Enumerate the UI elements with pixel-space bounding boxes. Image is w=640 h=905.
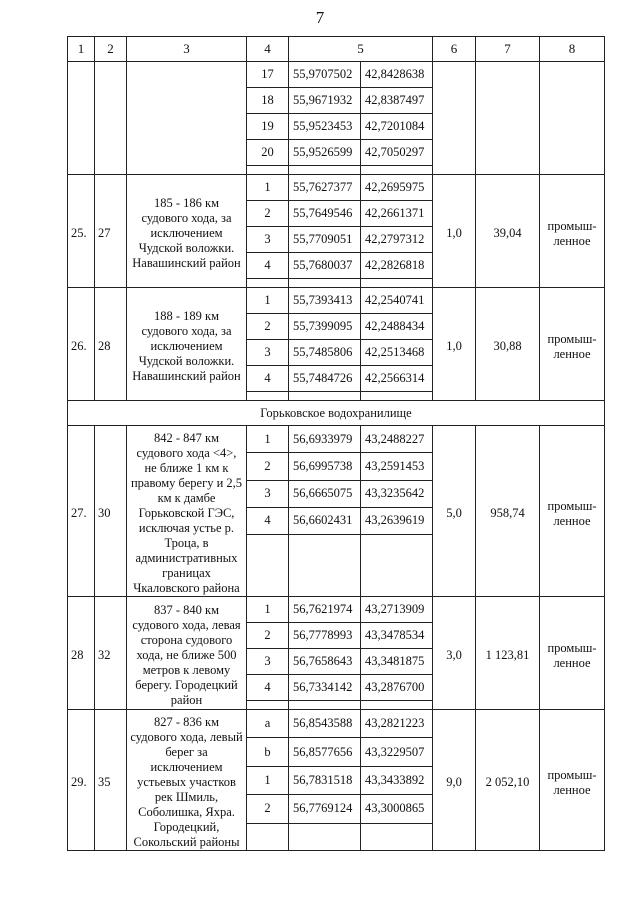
latitude-cell: 55,7649546: [289, 201, 361, 227]
filler-latitude-cell: [289, 823, 361, 850]
longitude-cell: 42,8387497: [361, 88, 433, 114]
filler-longitude-cell: [361, 701, 433, 710]
purpose-cell: промыш-ленное: [540, 710, 605, 851]
zone-number-cell: 28: [95, 288, 127, 401]
point-number-cell: 3: [247, 649, 289, 675]
longitude-cell: 42,7050297: [361, 140, 433, 166]
filler-point-cell: [247, 701, 289, 710]
latitude-cell: 55,7485806: [289, 340, 361, 366]
latitude-cell: 56,8577656: [289, 738, 361, 766]
point-number-cell: b: [247, 738, 289, 766]
latitude-cell: 56,7621974: [289, 597, 361, 623]
header-col-1: 1: [68, 37, 95, 62]
header-col-6: 6: [433, 37, 476, 62]
longitude-cell: 42,2661371: [361, 201, 433, 227]
point-number-cell: 1: [247, 175, 289, 201]
table-row: [68, 175, 605, 201]
point-number-cell: a: [247, 710, 289, 738]
purpose-cell: промыш-ленное: [540, 597, 605, 710]
latitude-cell: 56,7831518: [289, 766, 361, 794]
latitude-cell: 55,9523453: [289, 114, 361, 140]
longitude-cell: 42,8428638: [361, 62, 433, 88]
point-number-cell: 18: [247, 88, 289, 114]
row-number-cell: [68, 62, 95, 175]
table-row: [68, 426, 605, 453]
page-number: 7: [315, 8, 325, 27]
header-col-3: 3: [127, 37, 247, 62]
table-row: [68, 597, 605, 623]
zone-description-cell: 842 - 847 км судового хода <4>, не ближе 1 км к правому берегу и 2,5 км к дамбе Горьковской ГЭС, исключая устье р. Троца, в административных границах Чкаловского района: [127, 426, 247, 597]
filler-latitude-cell: [289, 166, 361, 175]
point-number-cell: 2: [247, 201, 289, 227]
filler-latitude-cell: [289, 535, 361, 597]
zone-description-cell: 837 - 840 км судового хода, левая сторона судового хода, не ближе 500 метров к левому берегу. Городецкий район: [127, 597, 247, 710]
area-cell: 1,0: [433, 288, 476, 401]
longitude-cell: 42,2797312: [361, 227, 433, 253]
longitude-cell: 43,3229507: [361, 738, 433, 766]
purpose-cell: промыш-ленное: [540, 426, 605, 597]
filler-latitude-cell: [289, 701, 361, 710]
filler-point-cell: [247, 279, 289, 288]
header-col-7: 7: [476, 37, 540, 62]
longitude-cell: 42,2488434: [361, 314, 433, 340]
header-col-2: 2: [95, 37, 127, 62]
area-cell: 9,0: [433, 710, 476, 851]
section-row: [68, 401, 605, 426]
header-col-5: 5: [289, 37, 433, 62]
purpose-cell: [540, 62, 605, 175]
filler-point-cell: [247, 535, 289, 597]
longitude-cell: 43,3481875: [361, 649, 433, 675]
zone-number-cell: 32: [95, 597, 127, 710]
point-number-cell: 1: [247, 766, 289, 794]
area-cell: 5,0: [433, 426, 476, 597]
latitude-cell: 56,7778993: [289, 623, 361, 649]
point-number-cell: 19: [247, 114, 289, 140]
filler-latitude-cell: [289, 279, 361, 288]
filler-point-cell: [247, 392, 289, 401]
volume-cell: 2 052,10: [476, 710, 540, 851]
filler-latitude-cell: [289, 392, 361, 401]
latitude-cell: 56,6995738: [289, 453, 361, 480]
row-number-cell: 29.: [68, 710, 95, 851]
latitude-cell: 55,7627377: [289, 175, 361, 201]
zones-table: [67, 36, 605, 851]
table-row: [68, 62, 605, 88]
volume-cell: 958,74: [476, 426, 540, 597]
point-number-cell: 2: [247, 453, 289, 480]
table-row: [68, 710, 605, 738]
zone-number-cell: 27: [95, 175, 127, 288]
longitude-cell: 43,3478534: [361, 623, 433, 649]
latitude-cell: 56,6602431: [289, 507, 361, 534]
point-number-cell: 3: [247, 480, 289, 507]
longitude-cell: 42,7201084: [361, 114, 433, 140]
area-cell: 1,0: [433, 175, 476, 288]
point-number-cell: 1: [247, 597, 289, 623]
filler-longitude-cell: [361, 166, 433, 175]
longitude-cell: 43,2639619: [361, 507, 433, 534]
table-row: [68, 288, 605, 314]
latitude-cell: 55,9707502: [289, 62, 361, 88]
point-number-cell: 4: [247, 507, 289, 534]
latitude-cell: 55,7484726: [289, 366, 361, 392]
longitude-cell: 43,2488227: [361, 426, 433, 453]
volume-cell: 30,88: [476, 288, 540, 401]
latitude-cell: 56,7334142: [289, 675, 361, 701]
longitude-cell: 43,3235642: [361, 480, 433, 507]
longitude-cell: 42,2513468: [361, 340, 433, 366]
zone-number-cell: [95, 62, 127, 175]
longitude-cell: 42,2695975: [361, 175, 433, 201]
point-number-cell: 2: [247, 623, 289, 649]
filler-longitude-cell: [361, 823, 433, 850]
point-number-cell: 4: [247, 675, 289, 701]
longitude-cell: 43,2713909: [361, 597, 433, 623]
longitude-cell: 43,3000865: [361, 795, 433, 823]
latitude-cell: 56,7658643: [289, 649, 361, 675]
point-number-cell: 4: [247, 366, 289, 392]
header-col-4: 4: [247, 37, 289, 62]
zone-description-cell: 827 - 836 км судового хода, левый берег за исключением устьевых участков рек Шмиль, Соболишка, Яхра. Городецкий, Сокольский районы: [127, 710, 247, 851]
point-number-cell: 17: [247, 62, 289, 88]
latitude-cell: 56,8543588: [289, 710, 361, 738]
zone-description-cell: 185 - 186 км судового хода, за исключением Чудской воложки. Навашинский район: [127, 175, 247, 288]
point-number-cell: 3: [247, 227, 289, 253]
zone-number-cell: 30: [95, 426, 127, 597]
purpose-cell: промыш-ленное: [540, 175, 605, 288]
latitude-cell: 55,7393413: [289, 288, 361, 314]
volume-cell: 1 123,81: [476, 597, 540, 710]
latitude-cell: 55,9526599: [289, 140, 361, 166]
header-col-8: 8: [540, 37, 605, 62]
point-number-cell: 1: [247, 288, 289, 314]
row-number-cell: 25.: [68, 175, 95, 288]
latitude-cell: 55,7709051: [289, 227, 361, 253]
point-number-cell: 2: [247, 314, 289, 340]
point-number-cell: 20: [247, 140, 289, 166]
row-number-cell: 27.: [68, 426, 95, 597]
filler-point-cell: [247, 823, 289, 850]
header-row: [68, 37, 605, 62]
purpose-cell: промыш-ленное: [540, 288, 605, 401]
longitude-cell: 43,2591453: [361, 453, 433, 480]
point-number-cell: 4: [247, 253, 289, 279]
longitude-cell: 42,2540741: [361, 288, 433, 314]
latitude-cell: 55,7680037: [289, 253, 361, 279]
longitude-cell: 43,3433892: [361, 766, 433, 794]
latitude-cell: 56,7769124: [289, 795, 361, 823]
point-number-cell: 3: [247, 340, 289, 366]
latitude-cell: 55,9671932: [289, 88, 361, 114]
longitude-cell: 43,2876700: [361, 675, 433, 701]
latitude-cell: 56,6933979: [289, 426, 361, 453]
zone-description-cell: 188 - 189 км судового хода, за исключением Чудской воложки. Навашинский район: [127, 288, 247, 401]
zone-number-cell: 35: [95, 710, 127, 851]
longitude-cell: 42,2566314: [361, 366, 433, 392]
row-number-cell: 28: [68, 597, 95, 710]
filler-point-cell: [247, 166, 289, 175]
latitude-cell: 56,6665075: [289, 480, 361, 507]
point-number-cell: 1: [247, 426, 289, 453]
volume-cell: 39,04: [476, 175, 540, 288]
volume-cell: [476, 62, 540, 175]
row-number-cell: 26.: [68, 288, 95, 401]
area-cell: [433, 62, 476, 175]
longitude-cell: 43,2821223: [361, 710, 433, 738]
section-title: Горьковское водохранилище: [68, 401, 605, 426]
filler-longitude-cell: [361, 279, 433, 288]
longitude-cell: 42,2826818: [361, 253, 433, 279]
area-cell: 3,0: [433, 597, 476, 710]
filler-longitude-cell: [361, 535, 433, 597]
latitude-cell: 55,7399095: [289, 314, 361, 340]
filler-longitude-cell: [361, 392, 433, 401]
point-number-cell: 2: [247, 795, 289, 823]
zone-description-cell: [127, 62, 247, 175]
